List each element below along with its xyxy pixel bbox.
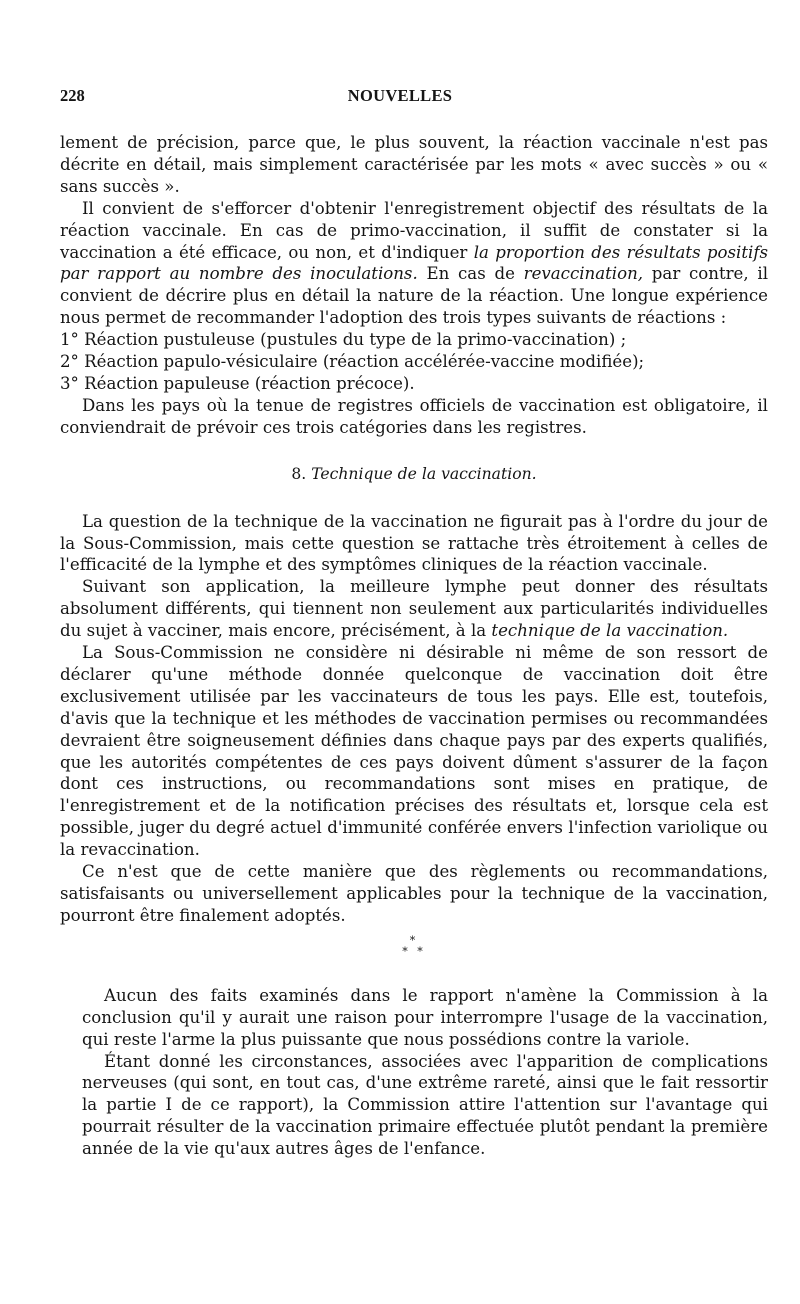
list-item: 3° Réaction papuleuse (réaction précoce). bbox=[60, 373, 415, 393]
paragraph-continuation: lement de précision, parce que, le plus souvent, la réaction vaccinale n'est pas décrite en détail, mais simplement caractérisée par les mots « avec succès » ou « sans succès ». bbox=[60, 133, 768, 196]
page-header bbox=[60, 86, 740, 112]
page-number: 228 bbox=[60, 86, 85, 105]
list-item: 1° Réaction pustuleuse (pustules du type de la primo-vaccination) ; bbox=[60, 330, 627, 350]
paragraph-recommendation: Étant donné les circonstances, associées avec l'apparition de complications nerveuses (qui sont, en tout cas, d'une extrême rareté, ainsi que le fait ressortir la partie I de ce rapport), la Commission attire l'attention sur l'avantage qui pourrait résulter de la vaccination primaire effectuée plutôt pendant la première année de la vie qu'aux autres âges de l'enfance. bbox=[82, 1051, 768, 1159]
paragraph-conclusion: Aucun des faits examinés dans le rapport n'amène la Commission à la conclusion qu'il y aurait une raison pour interrompre l'usage de la vaccination, qui reste l'arme la plus puissante que nous possédions contre la variole. bbox=[82, 985, 768, 1049]
emphasis-proportion: la proportion des résultats positifs par rapport au nombre des inoculations. bbox=[60, 242, 768, 284]
paragraph-sub-commission: La Sous-Commission ne considère ni désirable ni même de son ressort de déclarer qu'une méthode donnée quelconque de vaccination doit être exclusivement utilisée par les vaccinateurs de tous les pays. Elle est, toutefois, d'avis que la technique et les méthodes de vaccination permises ou recommandées devraient être soigneusement définies dans chaque pays par des experts qualifiés, que les autorités compétentes de ces pays doivent dûment s'assurer de la façon dont ces instructions, ou recommandations sont mises en pratique, de l'enregistrement et de la notification précises des résultats et, lorsque cela est possible, juger du degré actuel d'immunité conférée envers l'infection variolique ou la revaccination. bbox=[60, 643, 768, 860]
paragraph-technique-question: La question de la technique de la vaccination ne figurait pas à l'ordre du jour de la Sous-Commission, mais cette question se rattache très étroitement à celles de l'efficacité de la lymphe et des symptômes cliniques de la réaction vaccinale. bbox=[60, 511, 768, 575]
paragraph-lymph-application bbox=[60, 576, 768, 642]
emphasis-revaccination: revaccination, bbox=[523, 264, 644, 284]
asterism-separator bbox=[60, 935, 768, 957]
section-title: Technique de la vaccination. bbox=[311, 464, 537, 483]
list-item: 2° Réaction papulo-vésiculaire (réaction accélérée-vaccine modifiée); bbox=[60, 352, 645, 372]
paragraph-registers: Dans les pays où la tenue de registres officiels de vaccination est obligatoire, il conviendrait de prévoir ces trois catégories dans les registres. bbox=[60, 395, 768, 437]
paragraph-adoption: Ce n'est que de cette manière que des règlements ou recommandations, satisfaisants ou universellement applicables pour la technique de la vaccination, pourront être finalement adoptés. bbox=[60, 862, 768, 925]
asterism-bottom: * * bbox=[402, 944, 426, 958]
paragraph-text: Il convient de s'efforcer d'obtenir l'enregistrement objectif des résultats de la réaction vaccinale. En cas de primo-vaccination, il suffit de constater si la vaccination a été efficace, ou non, et d'indiquer bbox=[60, 198, 768, 262]
body-text bbox=[60, 132, 768, 1160]
closing-block bbox=[60, 985, 768, 1160]
section-heading bbox=[60, 464, 768, 486]
paragraph-text: par contre, il convient de décrire plus en détail la nature de la réaction. Une longue expérience nous permet de recommander l'adoption des trois types suivants de réactions : bbox=[60, 264, 769, 328]
paragraph-text: Suivant son application, la meilleure lymphe peut donner des résultats absolument différents, qui tiennent non seulement aux particularités individuelles du sujet à vacciner, mais encore, précisément, à la bbox=[60, 577, 768, 641]
asterism-top: * bbox=[409, 933, 419, 947]
emphasis-technique: technique de la vaccination. bbox=[491, 621, 729, 641]
running-head: NOUVELLES bbox=[347, 86, 453, 105]
section-number: 8. bbox=[291, 464, 307, 483]
paragraph-reaction-recording bbox=[60, 198, 768, 329]
paragraph-text: En cas de bbox=[417, 264, 524, 284]
